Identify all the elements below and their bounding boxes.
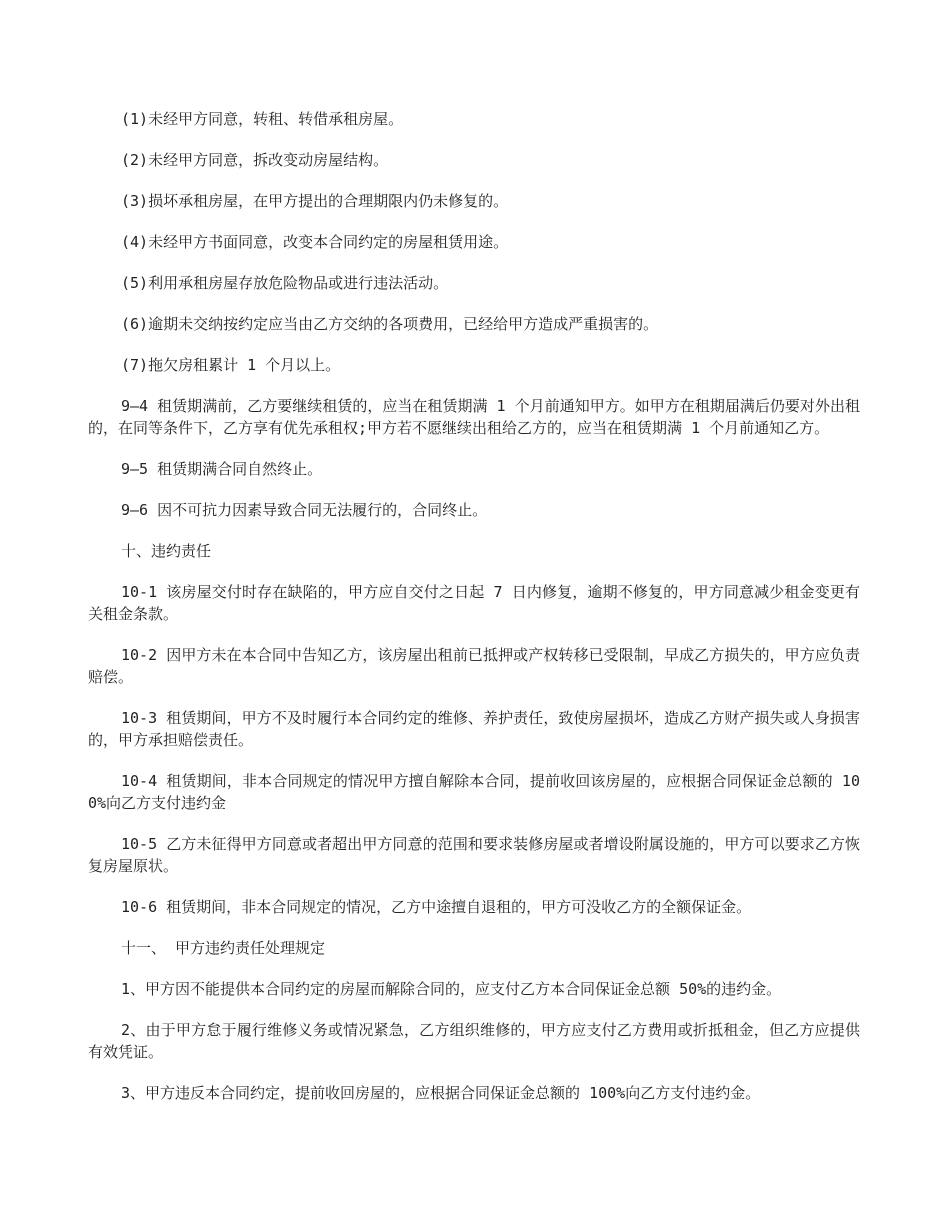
clause-10-2: 10-2 因甲方未在本合同中告知乙方，该房屋出租前已抵押或产权转移已受限制，早成乙方损失的，甲方应负责赔偿。 (88, 646, 860, 686)
document-page (88, 108, 860, 1123)
clause-10-5: 10-5 乙方未征得甲方同意或者超出甲方同意的范围和要求装修房屋或者增设附属设施的，甲方可以要求乙方恢复房屋原状。 (88, 835, 860, 875)
clause-11-1: 1、甲方因不能提供本合同约定的房屋而解除合同的，应支付乙方本合同保证金总额 50%的违约金。 (121, 980, 782, 998)
clause-9-3-item-2: (2)未经甲方同意，拆改变动房屋结构。 (121, 151, 389, 169)
clause-10-3: 10-3 租赁期间，甲方不及时履行本合同约定的维修、养护责任，致使房屋损坏，造成乙方财产损失或人身损害的，甲方承担赔偿责任。 (88, 709, 860, 749)
clause-10-1: 10-1 该房屋交付时存在缺陷的，甲方应自交付之日起 7 日内修复，逾期不修复的，甲方同意减少租金变更有关租金条款。 (88, 583, 860, 623)
section-heading-11: 十一、 甲方违约责任处理规定 (121, 939, 326, 957)
clause-9-3-item-5: (5)利用承租房屋存放危险物品或进行违法活动。 (121, 274, 449, 292)
clause-9-6: 9—6 因不可抗力因素导致合同无法履行的，合同终止。 (121, 501, 488, 519)
clause-9-3-item-3: (3)损坏承租房屋，在甲方提出的合理期限内仍未修复的。 (121, 192, 509, 210)
clause-10-4: 10-4 租赁期间，非本合同规定的情况甲方擅自解除本合同，提前收回该房屋的，应根据合同保证金总额的 100%向乙方支付违约金 (88, 772, 860, 812)
clause-10-6: 10-6 租赁期间，非本合同规定的情况，乙方中途擅自退租的，甲方可没收乙方的全额保证金。 (121, 898, 752, 916)
clause-9-4: 9—4 租赁期满前，乙方要继续租赁的，应当在租赁期满 1 个月前通知甲方。如甲方在租期届满后仍要对外出租的，在同等条件下，乙方享有优先承租权;甲方若不愿继续出租给乙方的，应当在租赁期满 1 个月前通知乙方。 (88, 397, 860, 437)
clause-11-3: 3、甲方违反本合同约定，提前收回房屋的，应根据合同保证金总额的 100%向乙方支付违约金。 (121, 1084, 761, 1102)
clause-9-3-item-1: (1)未经甲方同意，转租、转借承租房屋。 (121, 110, 404, 128)
section-heading-10: 十、违约责任 (121, 542, 212, 560)
clause-11-2: 2、由于甲方怠于履行维修义务或情况紧急，乙方组织维修的，甲方应支付乙方费用或折抵租金，但乙方应提供有效凭证。 (88, 1021, 860, 1061)
clause-9-5: 9—5 租赁期满合同自然终止。 (121, 460, 323, 478)
clause-9-3-item-6: (6)逾期未交纳按约定应当由乙方交纳的各项费用，已经给甲方造成严重损害的。 (121, 315, 659, 333)
clause-9-3-item-4: (4)未经甲方书面同意，改变本合同约定的房屋租赁用途。 (121, 233, 509, 251)
clause-9-3-item-7: (7)拖欠房租累计 1 个月以上。 (121, 356, 341, 374)
